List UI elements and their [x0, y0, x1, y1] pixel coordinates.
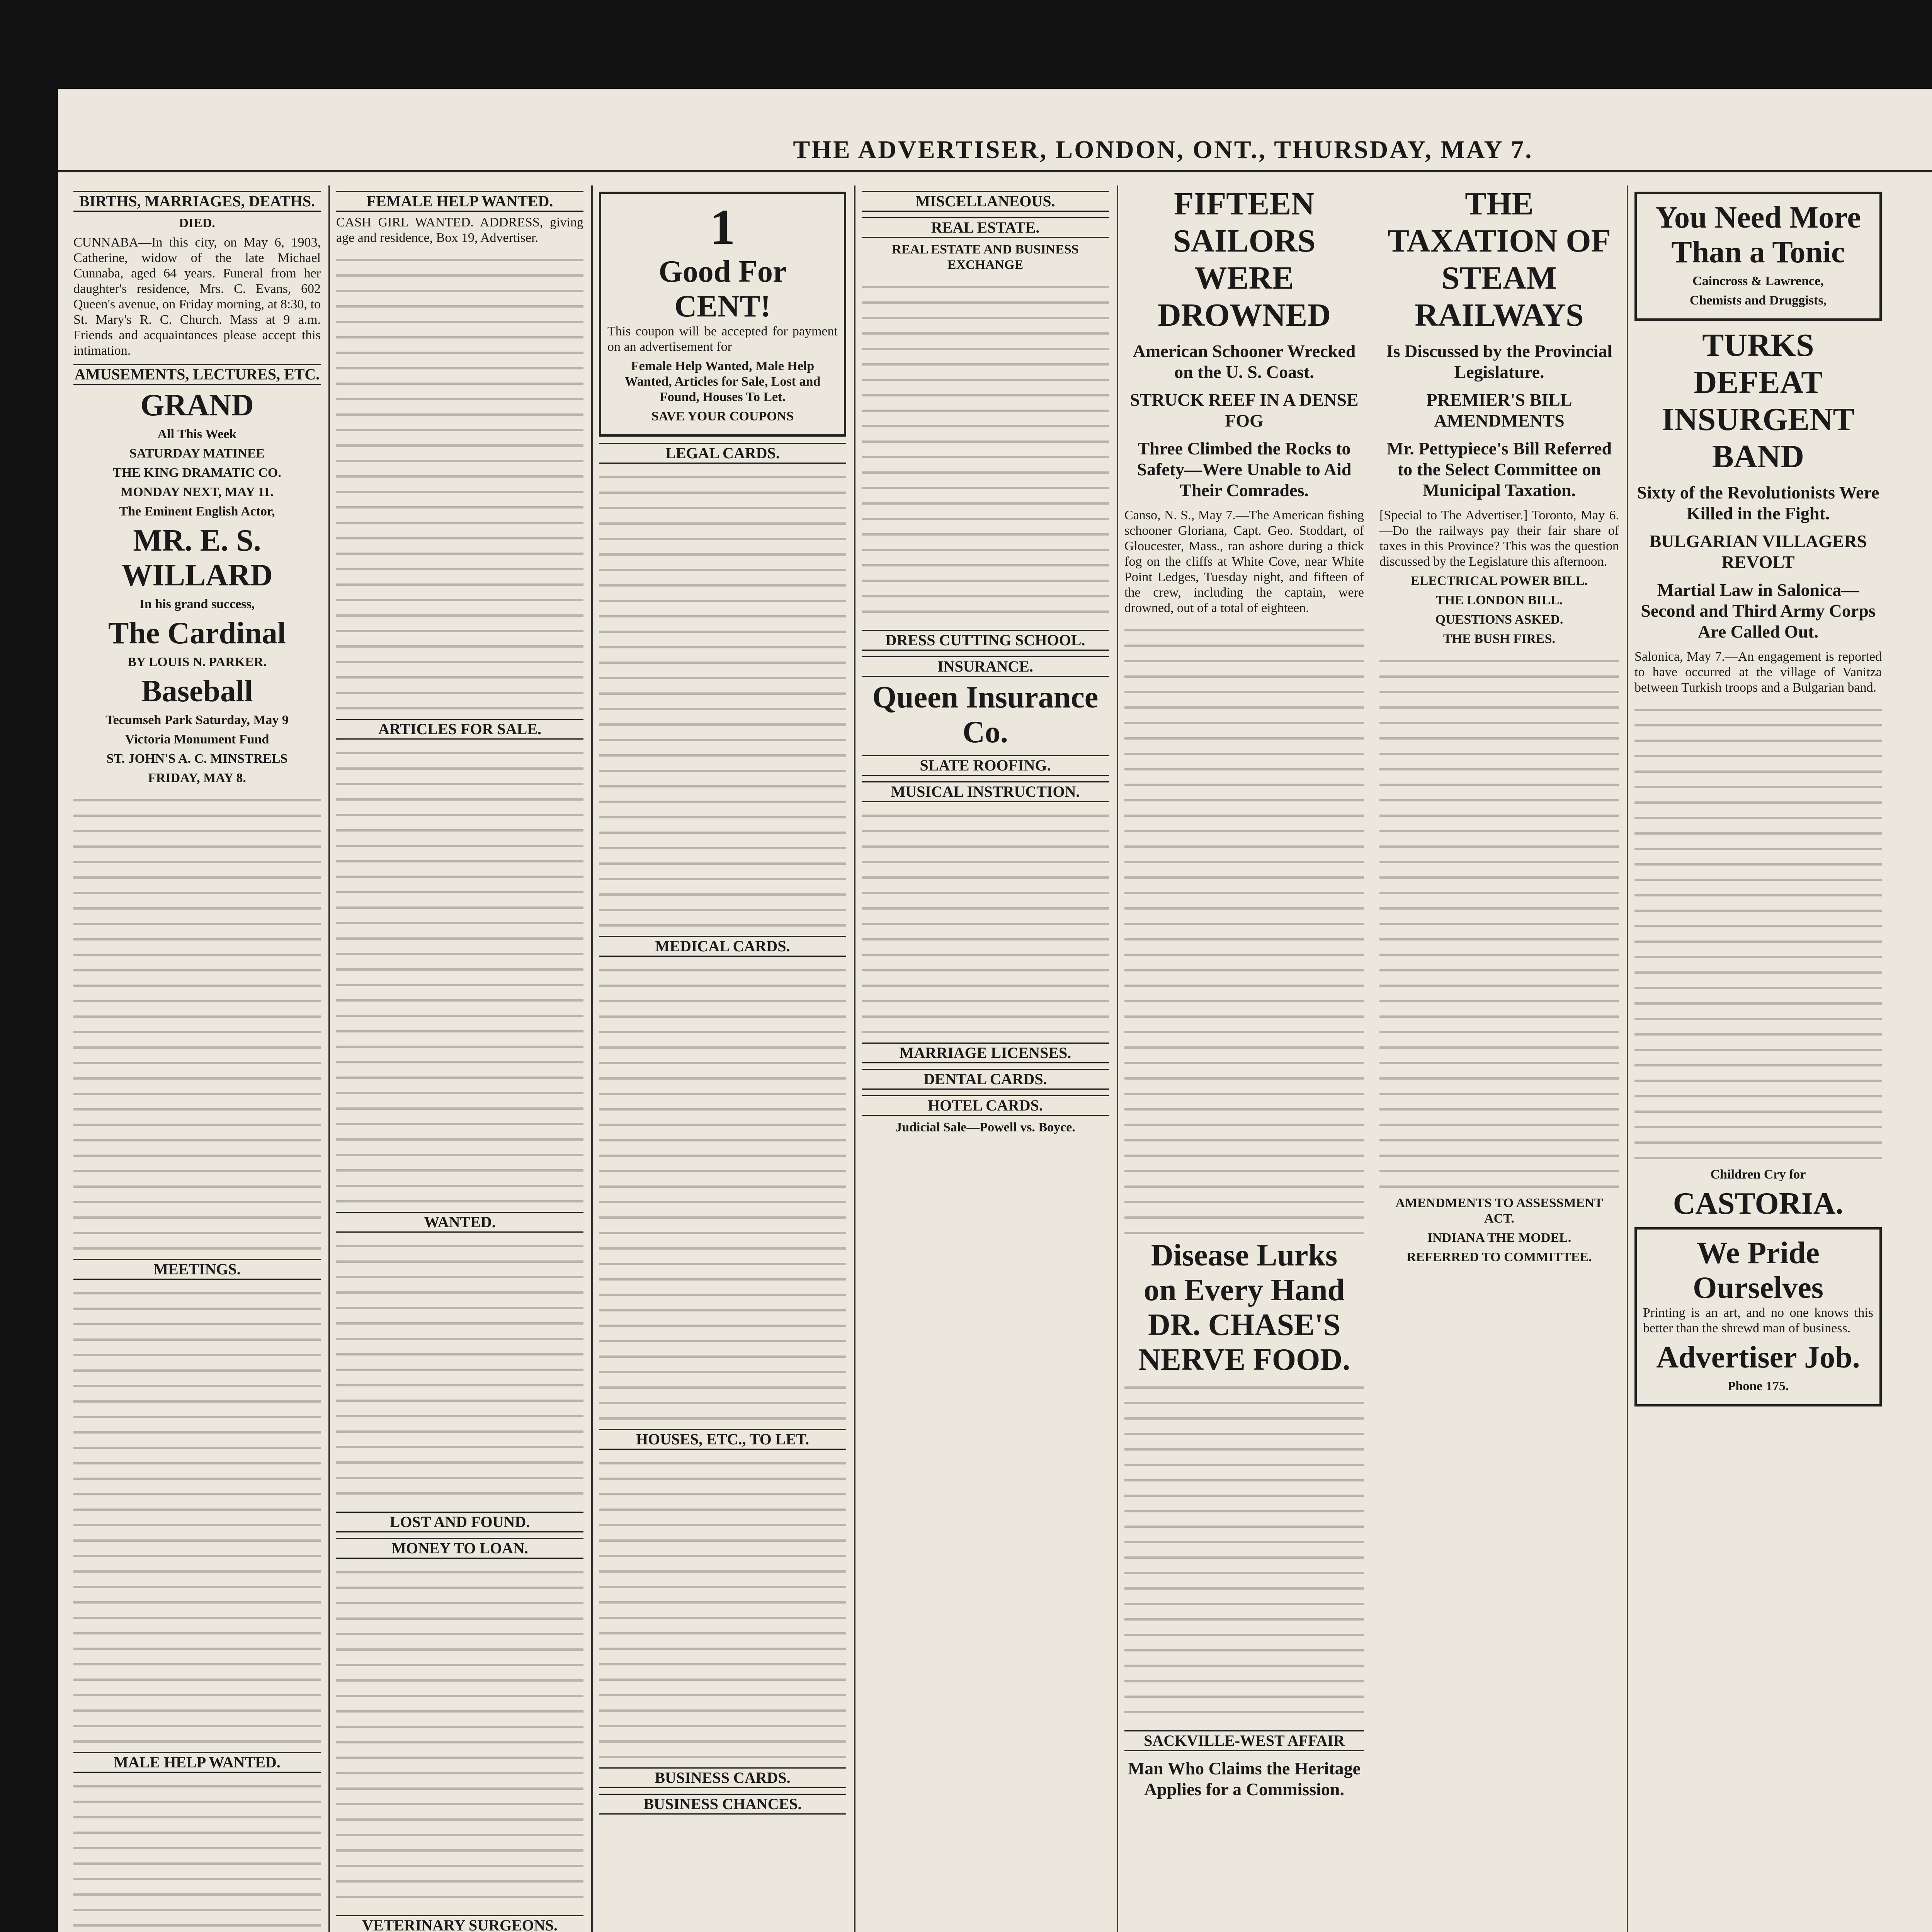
column-7: [1634, 185, 1882, 1932]
sailors-text-block: [1124, 620, 1364, 1238]
real-estate-heading: REAL ESTATE.: [862, 217, 1109, 238]
business-chances-heading: BUSINESS CHANCES.: [599, 1794, 846, 1815]
railway-headline: THE TAXATION OF STEAM RAILWAYS: [1388, 186, 1611, 333]
marriage-heading: MARRIAGE LICENSES.: [862, 1043, 1109, 1063]
coupon-number: 1: [710, 199, 735, 255]
sailors-deck-2: STRUCK REEF IN A DENSE FOG: [1130, 390, 1359, 430]
houses-text-block: [599, 1453, 846, 1762]
all-week: All This Week: [157, 427, 237, 441]
money-loan-heading: MONEY TO LOAN.: [336, 1538, 583, 1559]
turks-text-block: [1634, 699, 1882, 1163]
sailors-body: Canso, N. S., May 7.—The American fishing schooner Gloriana, Capt. Geo. Stoddart, of Gloucester, Mass., ran ashore during a thick fog on the cliffs at White Cove, near White Point Ledges, Tuesday night, and fifteen of the crew, including the captain, were drowned, out of a total of eighteen.: [1124, 508, 1364, 615]
slate-heading: SLATE ROOFING.: [862, 755, 1109, 776]
cash-girl-ad: CASH GIRL WANTED. ADDRESS, giving age and residence, Box 19, Advertiser.: [336, 215, 583, 245]
legal-text-block: [599, 467, 846, 930]
chase-text-block: [1124, 1377, 1364, 1725]
baseball-title: Baseball: [141, 674, 253, 708]
tonic-ad: [1634, 192, 1882, 321]
tecumseh-line: Tecumseh Park Saturday, May 9: [105, 713, 289, 727]
coupon-ad: [599, 192, 846, 437]
sailors-headline: FIFTEEN SAILORS WERE DROWNED: [1157, 186, 1331, 333]
meetings-heading: MEETINGS.: [73, 1259, 321, 1280]
caincross: Caincross & Lawrence,: [1692, 274, 1824, 288]
pride-ad: [1634, 1227, 1882, 1406]
music-heading: MUSICAL INSTRUCTION.: [862, 781, 1109, 802]
martial-deck: Martial Law in Salonica—Second and Third Army Corps Are Called Out.: [1641, 580, 1876, 641]
coupon-cent: CENT!: [674, 289, 771, 323]
medical-heading: MEDICAL CARDS.: [599, 936, 846, 957]
turks-deck: Sixty of the Revolutionists Were Killed in the Fight.: [1637, 483, 1879, 523]
disease-title-2: on Every Hand: [1143, 1273, 1345, 1307]
turks-body: Salonica, May 7.—An engagement is reported to have occurred at the village of Vanitza between Turkish troops and a Bulgarian band.: [1634, 650, 1882, 695]
advertiser-job: Advertiser Job.: [1656, 1340, 1860, 1374]
column-5: [1124, 185, 1619, 1932]
indiana-heading: INDIANA THE MODEL.: [1427, 1231, 1571, 1245]
printing-text: Printing is an art, and no one knows this better than the shrewd man of business.: [1643, 1306, 1873, 1335]
matinee: SATURDAY MATINEE: [129, 446, 265, 461]
column-rule: [1627, 185, 1628, 1932]
column-2: [336, 185, 583, 1932]
died-heading: DIED.: [179, 216, 215, 230]
articles-heading: ARTICLES FOR SALE.: [336, 719, 583, 740]
coupon-save: SAVE YOUR COUPONS: [651, 409, 794, 423]
insurance-heading: INSURANCE.: [862, 656, 1109, 677]
support-line: In his grand success,: [139, 597, 255, 611]
london-bill-heading: THE LONDON BILL.: [1436, 593, 1563, 607]
music-text-block: [862, 805, 1109, 1037]
sailors-article: [1124, 185, 1364, 1807]
male-help-text-block: [73, 1776, 321, 1932]
queen-insurance: Queen Insurance Co.: [872, 680, 1099, 749]
medical-text-block: [599, 960, 846, 1423]
dress-heading: DRESS CUTTING SCHOOL.: [862, 630, 1109, 651]
wanted-heading: WANTED.: [336, 1212, 583, 1233]
bulgarian-deck: BULGARIAN VILLAGERS REVOLT: [1649, 531, 1867, 572]
committee-heading: REFERRED TO COMMITTEE.: [1406, 1250, 1592, 1264]
power-heading: ELECTRICAL POWER BILL.: [1410, 574, 1588, 588]
sackville-heading: SACKVILLE-WEST AFFAIR: [1124, 1730, 1364, 1751]
misc-heading: MISCELLANEOUS.: [862, 191, 1109, 212]
disease-title-1: Disease Lurks: [1151, 1238, 1338, 1272]
business-cards-heading: BUSINESS CARDS.: [599, 1767, 846, 1788]
wanted-text-block: [336, 1236, 583, 1506]
sackville-deck: Man Who Claims the Heritage Applies for a Commission.: [1128, 1759, 1361, 1799]
author-line: BY LOUIS N. PARKER.: [128, 655, 267, 669]
articles-text-block: [336, 743, 583, 1206]
grand-title: GRAND: [140, 388, 254, 422]
railway-deck-2: PREMIER'S BILL AMENDMENTS: [1426, 390, 1572, 430]
sailors-deck-1: American Schooner Wrecked on the U. S. Coast.: [1133, 341, 1356, 382]
real-estate-text-block: [862, 277, 1109, 624]
newspaper-page: [58, 89, 1932, 1932]
railway-deck-1: Is Discussed by the Provincial Legislature.: [1386, 341, 1612, 382]
cardinal-title: The Cardinal: [108, 616, 286, 650]
exchange-title: REAL ESTATE AND BUSINESS EXCHANGE: [892, 242, 1079, 272]
children-cry: Children Cry for: [1710, 1167, 1806, 1182]
column-3: [599, 185, 846, 1932]
column-1: [73, 185, 321, 1932]
friday-line: FRIDAY, MAY 8.: [148, 771, 246, 785]
births-heading: BIRTHS, MARRIAGES, DEATHS.: [73, 191, 321, 212]
railway-deck-3: Mr. Pettypiece's Bill Referred to the Select Committee on Municipal Taxation.: [1386, 439, 1612, 500]
column-rule: [591, 185, 593, 1932]
railway-article: [1379, 185, 1619, 1269]
amend-heading: AMENDMENTS TO ASSESSMENT ACT.: [1395, 1196, 1603, 1226]
railway-text-block: [1379, 651, 1619, 1192]
phone: Phone 175.: [1727, 1379, 1789, 1393]
death-notice: CUNNABA—In this city, on May 6, 1903, Catherine, widow of the late Michael Cunnaba, aged 64 years. Funeral from her daughter's residence, Mrs. C. Evans, 602 Queen's avenue, on Friday morning, at 8:30, to St. Mary's R. C. Church. Mass at 9 a.m. Friends and acquaintances please accept this intimation.: [73, 235, 321, 358]
female-help-text-block: [336, 250, 583, 713]
money-text-block: [336, 1562, 583, 1910]
houses-heading: HOUSES, ETC., TO LET.: [599, 1429, 846, 1450]
pride-headline: We Pride Ourselves: [1693, 1236, 1823, 1305]
willard-name: MR. E. S. WILLARD: [121, 524, 273, 592]
kdc: THE KING DRAMATIC CO.: [113, 466, 281, 480]
victoria-fund: Victoria Monument Fund: [125, 732, 269, 747]
amusements-heading: AMUSEMENTS, LECTURES, ETC.: [73, 364, 321, 385]
minstrels: ST. JOHN'S A. C. MINSTRELS: [106, 752, 288, 766]
railway-body: [Special to The Advertiser.] Toronto, May 6.—Do the railways pay their fair share of taxes in this Province? This was the question discussed by the Legislature this afternoon.: [1379, 508, 1619, 569]
male-help-heading: MALE HELP WANTED.: [73, 1752, 321, 1773]
questions-heading: QUESTIONS ASKED.: [1435, 612, 1563, 627]
monday-next: MONDAY NEXT, MAY 11.: [121, 485, 274, 499]
coupon-good-for: Good For: [658, 255, 787, 289]
column-rule: [854, 185, 855, 1932]
classified-text-block: [73, 790, 321, 1253]
masthead-title: THE ADVERTISER, LONDON, ONT., THURSDAY, MAY 7.: [793, 136, 1533, 164]
column-4: [862, 185, 1109, 1932]
meetings-text-block: [73, 1283, 321, 1747]
castoria: CASTORIA.: [1673, 1187, 1844, 1221]
turks-headline: TURKS DEFEAT INSURGENT BAND: [1662, 327, 1855, 474]
chemists: Chemists and Druggists,: [1689, 293, 1827, 308]
actor-line: The Eminent English Actor,: [119, 504, 275, 519]
coupon-list: Female Help Wanted, Male Help Wanted, Articles for Sale, Lost and Found, Houses To Let.: [624, 359, 821, 404]
tonic-headline: You Need More Than a Tonic: [1655, 201, 1861, 269]
column-rule: [1117, 185, 1118, 1932]
lost-found-heading: LOST AND FOUND.: [336, 1512, 583, 1532]
female-help-heading: FEMALE HELP WANTED.: [336, 191, 583, 212]
coupon-text: This coupon will be accepted for payment on an advertisement for: [607, 324, 838, 354]
masthead: [58, 135, 1932, 172]
legal-heading: LEGAL CARDS.: [599, 443, 846, 464]
chase-title: DR. CHASE'S NERVE FOOD.: [1138, 1308, 1350, 1377]
dental-heading: DENTAL CARDS.: [862, 1069, 1109, 1090]
sailors-deck-3: Three Climbed the Rocks to Safety—Were Unable to Aid Their Comrades.: [1137, 439, 1352, 500]
column-rule: [328, 185, 330, 1932]
veterinary-heading: VETERINARY SURGEONS.: [336, 1915, 583, 1932]
judicial-sale: Judicial Sale—Powell vs. Boyce.: [895, 1120, 1075, 1134]
hotel-heading: HOTEL CARDS.: [862, 1095, 1109, 1116]
bush-fires-heading: THE BUSH FIRES.: [1443, 632, 1556, 646]
